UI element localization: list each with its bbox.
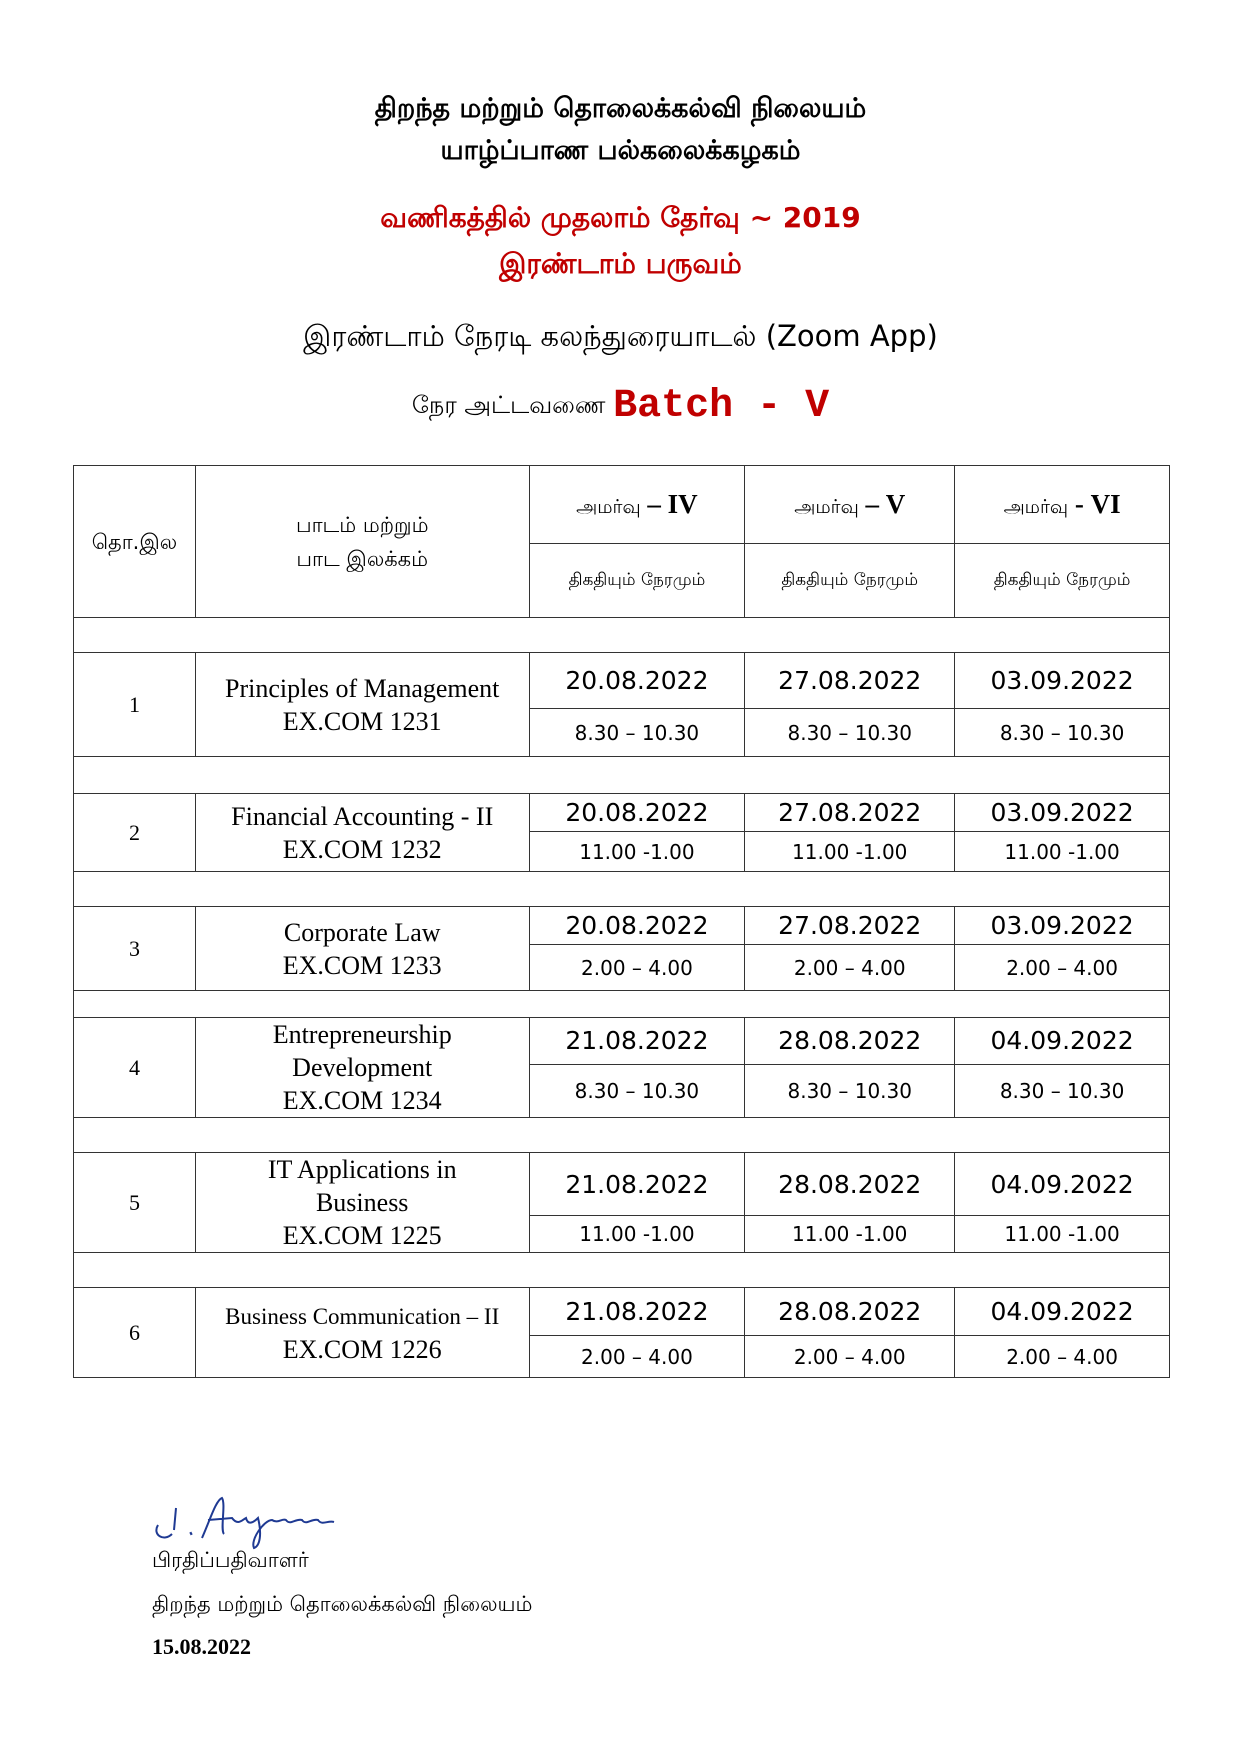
session-sep: –	[640, 488, 668, 519]
time-cell: 11.00 -1.00	[955, 1216, 1170, 1253]
date-cell: 04.09.2022	[955, 1018, 1170, 1065]
subject-cell	[195, 653, 529, 757]
subject-line: Development	[292, 1053, 433, 1082]
serial-cell: 2	[74, 794, 196, 872]
subject-line: EX.COM 1232	[282, 834, 442, 864]
time-cell: 11.00 -1.00	[529, 832, 745, 872]
time-cell: 2.00 – 4.00	[745, 945, 955, 991]
university-name: யாழ்ப்பாண பல்கலைக்கழகம்	[440, 135, 801, 166]
serial-cell: 6	[74, 1288, 196, 1378]
subject-line: Principles of Management	[225, 673, 500, 703]
date-cell: 20.08.2022	[529, 907, 745, 945]
spacer-row	[74, 1253, 1170, 1288]
spacer-cell	[74, 991, 1170, 1018]
date-time-header: திகதியும் நேரமும்	[955, 544, 1170, 618]
signatory-title: பிரதிப்பதிவாளர்	[152, 1548, 309, 1572]
date-cell: 27.08.2022	[745, 794, 955, 832]
institution-name: திறந்த மற்றும் தொலைக்கல்வி நிலையம்	[374, 93, 867, 124]
time-cell: 8.30 – 10.30	[955, 709, 1170, 757]
spacer-row	[74, 1118, 1170, 1153]
session-sep: –	[858, 488, 886, 519]
serial-header: தொ.இல	[74, 466, 196, 618]
date-cell: 20.08.2022	[529, 653, 745, 709]
timetable-body	[74, 466, 1170, 1378]
timetable-heading	[0, 380, 1241, 432]
timetable	[73, 465, 1170, 1378]
signature	[150, 1490, 390, 1550]
subject-cell	[195, 1018, 529, 1118]
subject-line: Financial Accounting - II	[231, 801, 494, 831]
time-cell: 2.00 – 4.00	[529, 1336, 745, 1378]
date-cell: 21.08.2022	[529, 1288, 745, 1336]
session-roman: V	[885, 488, 906, 519]
session-header-v	[745, 466, 955, 544]
spacer-cell	[74, 872, 1170, 907]
table-row	[74, 1018, 1170, 1065]
time-cell: 8.30 – 10.30	[529, 1064, 745, 1117]
subject-line: Corporate Law	[283, 917, 441, 947]
subject-line: EX.COM 1233	[282, 950, 442, 980]
spacer-row	[74, 757, 1170, 794]
session-word: அமர்வு	[576, 495, 641, 518]
serial-cell: 3	[74, 907, 196, 991]
date-cell: 28.08.2022	[745, 1288, 955, 1336]
time-cell: 11.00 -1.00	[745, 832, 955, 872]
time-cell: 11.00 -1.00	[955, 832, 1170, 872]
subject-line: EX.COM 1234	[282, 1086, 442, 1115]
session-sep: -	[1068, 488, 1091, 519]
date-cell: 03.09.2022	[955, 653, 1170, 709]
subject-line: Entrepreneurship	[272, 1020, 452, 1049]
session-header-vi	[955, 466, 1170, 544]
date-cell: 21.08.2022	[529, 1153, 745, 1216]
session-header-iv	[529, 466, 745, 544]
time-cell: 2.00 – 4.00	[955, 1336, 1170, 1378]
subject-cell	[195, 1153, 529, 1253]
subject-line: IT Applications in	[267, 1155, 457, 1184]
spacer-cell	[74, 1118, 1170, 1153]
subject-header-line2: பாட இலக்கம்	[296, 546, 429, 571]
session-word: அமர்வு	[794, 495, 859, 518]
subject-cell	[195, 907, 529, 991]
time-cell: 8.30 – 10.30	[955, 1064, 1170, 1117]
programme-title: வணிகத்தில் முதலாம் தேர்வு ~ 2019	[380, 201, 861, 234]
signatory-org: திறந்த மற்றும் தொலைக்கல்வி நிலையம்	[152, 1592, 533, 1616]
spacer-cell	[74, 618, 1170, 653]
date-cell: 28.08.2022	[745, 1153, 955, 1216]
time-cell: 8.30 – 10.30	[745, 709, 955, 757]
session-word: அமர்வு	[1003, 495, 1069, 518]
subject-line: EX.COM 1225	[282, 1221, 442, 1250]
session-roman: VI	[1090, 488, 1121, 519]
date-cell: 27.08.2022	[745, 653, 955, 709]
date-cell: 04.09.2022	[955, 1153, 1170, 1216]
issue-date: 15.08.2022	[152, 1634, 251, 1659]
subject-cell	[195, 794, 529, 872]
date-cell: 03.09.2022	[955, 794, 1170, 832]
spacer-cell	[74, 1253, 1170, 1288]
session-roman: IV	[667, 488, 698, 519]
batch-label: Batch - V	[613, 384, 830, 429]
date-time-header: திகதியும் நேரமும்	[745, 544, 955, 618]
spacer-row	[74, 872, 1170, 907]
time-cell: 8.30 – 10.30	[529, 709, 745, 757]
subject-line: EX.COM 1226	[282, 1334, 442, 1364]
session-title: இரண்டாம் நேரடி கலந்துரையாடல் (Zoom App)	[303, 319, 938, 353]
subject-line: Business	[315, 1188, 409, 1217]
header-row	[74, 466, 1170, 544]
timetable-label: நேர அட்டவணை	[411, 391, 606, 419]
table-row	[74, 1288, 1170, 1336]
date-cell: 03.09.2022	[955, 907, 1170, 945]
table-row	[74, 653, 1170, 709]
date-cell: 20.08.2022	[529, 794, 745, 832]
subject-cell	[195, 1288, 529, 1378]
serial-cell: 5	[74, 1153, 196, 1253]
spacer-row	[74, 618, 1170, 653]
subject-line: EX.COM 1231	[282, 706, 442, 736]
serial-cell: 1	[74, 653, 196, 757]
semester-title: இரண்டாம் பருவம்	[499, 247, 742, 280]
serial-cell: 4	[74, 1018, 196, 1118]
spacer-cell	[74, 757, 1170, 794]
subject-line: Business Communication – II	[225, 1303, 500, 1329]
table-row	[74, 907, 1170, 945]
time-cell: 2.00 – 4.00	[529, 945, 745, 991]
subject-header	[195, 466, 529, 618]
date-time-header: திகதியும் நேரமும்	[529, 544, 745, 618]
date-cell: 21.08.2022	[529, 1018, 745, 1065]
date-cell: 28.08.2022	[745, 1018, 955, 1065]
time-cell: 11.00 -1.00	[745, 1216, 955, 1253]
time-cell: 11.00 -1.00	[529, 1216, 745, 1253]
spacer-row	[74, 991, 1170, 1018]
table-row	[74, 1153, 1170, 1216]
time-cell: 2.00 – 4.00	[955, 945, 1170, 991]
date-cell: 04.09.2022	[955, 1288, 1170, 1336]
table-row	[74, 794, 1170, 832]
subject-header-line1: பாடம் மற்றும்	[295, 512, 429, 537]
date-cell: 27.08.2022	[745, 907, 955, 945]
time-cell: 2.00 – 4.00	[745, 1336, 955, 1378]
time-cell: 8.30 – 10.30	[745, 1064, 955, 1117]
